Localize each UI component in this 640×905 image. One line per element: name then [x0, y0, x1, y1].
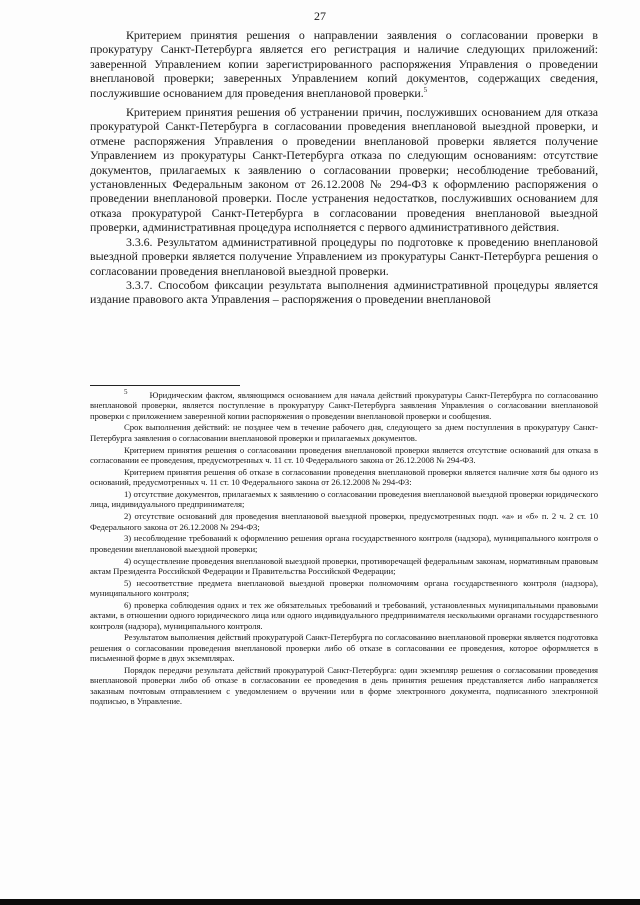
footnote-paragraph: Критерием принятия решения о согласовании проведения внеплановой проверки является отсутствие оснований для отказа в согласовании ее проведения, предусмотренных ч. 11 ст. 10 Федерального закона от 26.12.2008 № 294-ФЗ. — [90, 444, 598, 465]
page-number: 27 — [314, 9, 326, 23]
paragraph-4: 3.3.7. Способом фиксации результата выполнения административной процедуры является издание правового акта Управления – распоряжения о проведении внеплановой — [90, 277, 598, 307]
paragraph-1 — [90, 28, 598, 100]
footnote-block — [90, 390, 598, 708]
footnote-mark: 5 — [124, 388, 128, 397]
footnote-list-item: 5) несоответствие предмета внеплановой выездной проверки полномочиям органа государственного контроля (надзора), муниципального контроля; — [90, 577, 598, 599]
footnote-list-item: 6) проверка соблюдения одних и тех же обязательных требований и требований, установленных муниципальными правовыми актами, в отношении одного юридического лица или одного индивидуального предпринимателя несколькими органами государственного контроля (надзора), муниципального контроля. — [90, 599, 598, 631]
footnote-separator — [90, 385, 240, 386]
footnote-reference[interactable]: 5 — [423, 85, 428, 94]
footnote-paragraph — [90, 390, 598, 421]
paragraph-1-text: Критерием принятия решения о направлении заявления о согласовании проверки в прокуратуру Санкт-Петербурга является его регистрация и наличие следующих приложений: заверенной Управлением копии зарегистрированного распоряжения Управления о проведении внеплановой проверки; заверенных Управлением копий документов, содержащих сведения, послужившие основанием для проведения внеплановой проверки. — [90, 28, 598, 100]
footnote-list-item: 3) несоблюдение требований к оформлению решения органа государственного контроля (надзора), муниципального контроля о проведении внеплановой выездной проверки; — [90, 533, 598, 554]
footnote-paragraph: Результатом выполнения действий прокуратурой Санкт-Петербурга по согласованию внеплановой проверки является подготовка решения о согласовании проведения внеплановой проверки либо об отказе в согласовании ее проведения, которое оформляется в письменной форме в двух экземплярах. — [90, 632, 598, 664]
footnote-paragraph: Критерием принятия решения об отказе в согласовании проведения внеплановой проверки является наличие хотя бы одного из оснований, предусмотренных ч. 11 ст. 10 Федерального закона от 26.12.2008 № 294-ФЗ: — [90, 466, 598, 488]
footnote-paragraph: Порядок передачи результата действий прокуратурой Санкт-Петербурга: один экземпляр решения о согласовании проведения внеплановой проверки либо об отказе в согласовании ее проведения в день принятия решения представляется либо направляется заказным почтовым отправлением с уведомлением о вручении или в форме электронного документа, подписанного электронной подписью, в Управление. — [90, 664, 598, 706]
footnote-paragraph: Срок выполнения действий: не позднее чем в течение рабочего дня, следующего за днем поступления в прокуратуру Санкт-Петербурга заявления о согласовании внеплановой проверки и прилагаемых документов. — [90, 422, 598, 443]
footnote-list-item: 1) отсутствие документов, прилагаемых к заявлению о согласовании проведения внеплановой выездной проверки юридического лица, индивидуального предпринимателя; — [90, 489, 598, 510]
scan-bottom-edge — [0, 899, 640, 905]
footnote-text: Юридическим фактом, являющимся основанием для начала действий прокуратуры Санкт-Петербурга по согласованию внеплановой проверки, является поступление в прокуратуру Санкт-Петербурга заявления Управления о согласовании внеплановой проверки с приложением заверенной копии распоряжения о проведении внеплановой проверки и сообщения. — [90, 390, 598, 421]
footnote-list-item: 2) отсутствие оснований для проведения внеплановой выездной проверки, предусмотренных подп. «а» и «б» п. 2 ч. 2 ст. 10 Федерального закона от 26.12.2008 № 294-ФЗ; — [90, 511, 598, 532]
footnote-list-item: 4) осуществление проведения внеплановой выездной проверки, противоречащей федеральным законам, нормативным правовым актам Президента Российской Федерации и Правительства Российской Федерации; — [90, 555, 598, 576]
paragraph-3: 3.3.6. Результатом административной процедуры по подготовке к проведению внеплановой выездной проверки является получение Управлением из прокуратуры Санкт-Петербурга решения о согласовании проведения внеплановой выездной проверки. — [90, 234, 598, 278]
paragraph-2: Критерием принятия решения об устранении причин, послуживших основанием для отказа прокуратурой Санкт-Петербурга в согласовании проведения внеплановой выездной проверки, и отмене распоряжения Управления о проведении внеплановой проверки является получение Управлением из прокуратуры Санкт-Петербурга отказа по следующим основаниям: отсутствие документов, прилагаемых к заявлению о согласовании проверки; несоблюдение требований, установленных Федеральным законом от 26.12.2008 № 294-ФЗ к оформлению распоряжения о проведении внеплановой проверки. После устранения недостатков, послуживших основанием для отказа прокуратурой Санкт-Петербурга в согласовании проведения внеплановой выездной проверки, административная процедура исполняется с первого административного действия. — [90, 105, 598, 235]
main-text — [90, 28, 598, 307]
